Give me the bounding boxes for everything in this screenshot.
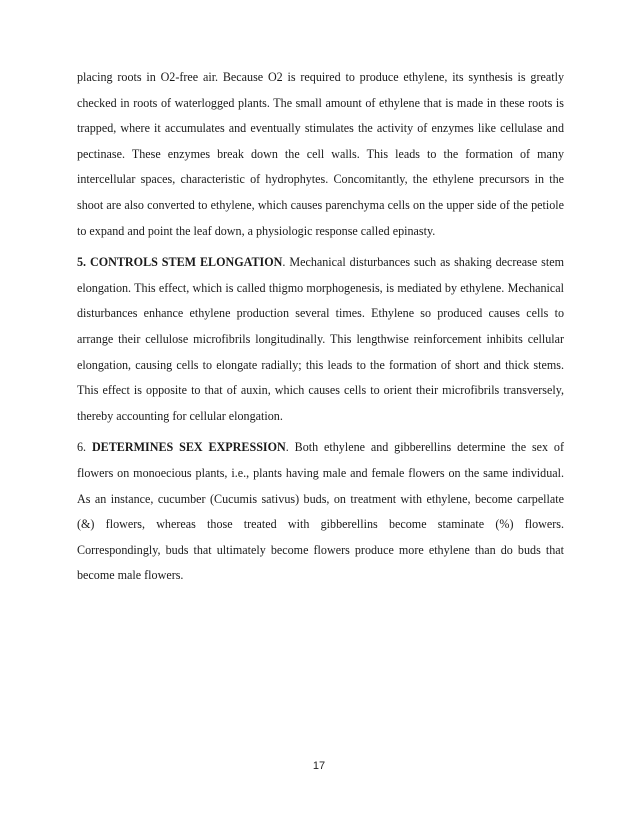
section-heading-stem-elongation: 5. CONTROLS STEM ELONGATION bbox=[77, 255, 283, 270]
paragraph-text: placing roots in O2-free air. Because O2 is required to produce ethylene, its synthesis is greatly checked in roots of waterlogged plants. The small amount of ethylene that is made in these roots is trapped, where it accumulates and eventually stimulates the activity of enzymes like cellulase and pectinase. These enzymes break down the cell walls. This leads to the formation of many intercellular spaces, characteristic of hydrophytes. Concomitantly, the ethylene precursors in the shoot are also converted to ethylene, which causes parenchyma cells on the upper side of the petiole to expand and point the leaf down, a physiologic response called epinasty. bbox=[77, 70, 564, 238]
paragraph-sex-expression bbox=[77, 435, 564, 589]
page-number: 17 bbox=[312, 760, 326, 772]
paragraph-stem-elongation bbox=[77, 250, 564, 429]
paragraph-text: . Mechanical disturbances such as shaking decrease stem elongation. This effect, which is called thigmo morphogenesis, is mediated by ethylene. Mechanical disturbances enhance ethylene production several times. Ethylene so produced causes cells to arrange their cellulose microfibrils longitudinally. This lengthwise reinforcement inhibits cellular elongation, causing cells to elongate radially; this leads to the formation of short and thick stems. This effect is opposite to that of auxin, which causes cells to orient their microfibrils transversely, thereby accounting for cellular elongation. bbox=[77, 255, 564, 423]
section-heading-sex-expression: DETERMINES SEX EXPRESSION bbox=[91, 440, 286, 455]
paragraph-epinasty bbox=[77, 65, 564, 244]
section-number: 6. bbox=[77, 440, 92, 455]
body-text bbox=[77, 65, 564, 595]
paragraph-text: . Both ethylene and gibberellins determine the sex of flowers on monoecious plants, i.e., plants having male and female flowers on the same individual. As an instance, cucumber (Cucumis sativus) buds, on treatment with ethylene, become carpellate (&) flowers, whereas those treated with gibberellins become staminate (%) flowers. Correspondingly, buds that ultimately become flowers produce more ethylene than do buds that become male flowers. bbox=[77, 440, 565, 583]
